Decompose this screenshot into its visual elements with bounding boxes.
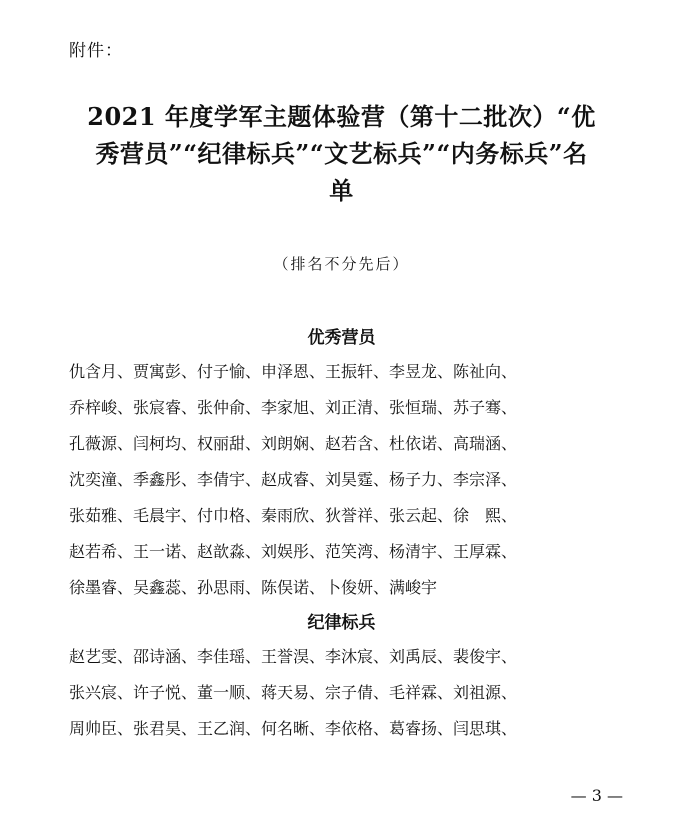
ranking-note: （排名不分先后） xyxy=(273,255,410,273)
name-row: 张茹雅、毛晨宇、付巾格、秦雨欣、狄誉祥、张云起、徐 熙、 xyxy=(69,506,518,525)
outstanding-campers-list xyxy=(69,361,649,613)
name-row: 徐墨睿、吴鑫蕊、孙思雨、陈俣诺、卜俊妍、满峻宇 xyxy=(69,578,438,597)
discipline-models-list xyxy=(69,646,649,754)
name-row: 沈奕潼、季鑫彤、李倩宇、赵成睿、刘昊霆、杨子力、李宗泽、 xyxy=(69,470,518,489)
name-row: 赵若希、王一诺、赵歆淼、刘娱彤、范笑湾、杨清宇、王厚霖、 xyxy=(69,542,518,561)
page-number: — 3 — xyxy=(570,786,623,805)
name-row: 张兴宸、许子悦、董一顺、蒋天易、宗子倩、毛祥霖、刘祖源、 xyxy=(69,683,518,702)
name-row: 周帅臣、张君昊、王乙润、何名晰、李依格、葛睿扬、闫思琪、 xyxy=(69,719,518,738)
name-row: 赵艺雯、邵诗涵、李佳瑶、王誉淏、李沐宸、刘禹辰、裴俊宇、 xyxy=(69,647,518,666)
section-heading-outstanding-campers: 优秀营员 xyxy=(307,328,376,348)
title-line-3: 单 xyxy=(329,176,354,205)
name-row: 乔梓峻、张宸睿、张仲俞、李家旭、刘正清、张恒瑞、苏子骞、 xyxy=(69,398,518,417)
name-row: 孔薇源、闫柯均、权丽甜、刘朗娴、赵若含、杜依诺、高瑞涵、 xyxy=(69,434,518,453)
attachment-label: 附件： xyxy=(69,41,123,61)
name-row: 仇含月、贾寓彭、付子愉、申泽恩、王振轩、李昱龙、陈祉向、 xyxy=(69,362,518,381)
document-title xyxy=(40,98,643,209)
section-heading-discipline-models: 纪律标兵 xyxy=(307,613,376,633)
title-line-2: 秀营员”“纪律标兵”“文艺标兵”“内务标兵”名 xyxy=(95,139,588,168)
title-line-1: 2021 年度学军主题体验营（第十二批次）“优 xyxy=(87,102,596,131)
